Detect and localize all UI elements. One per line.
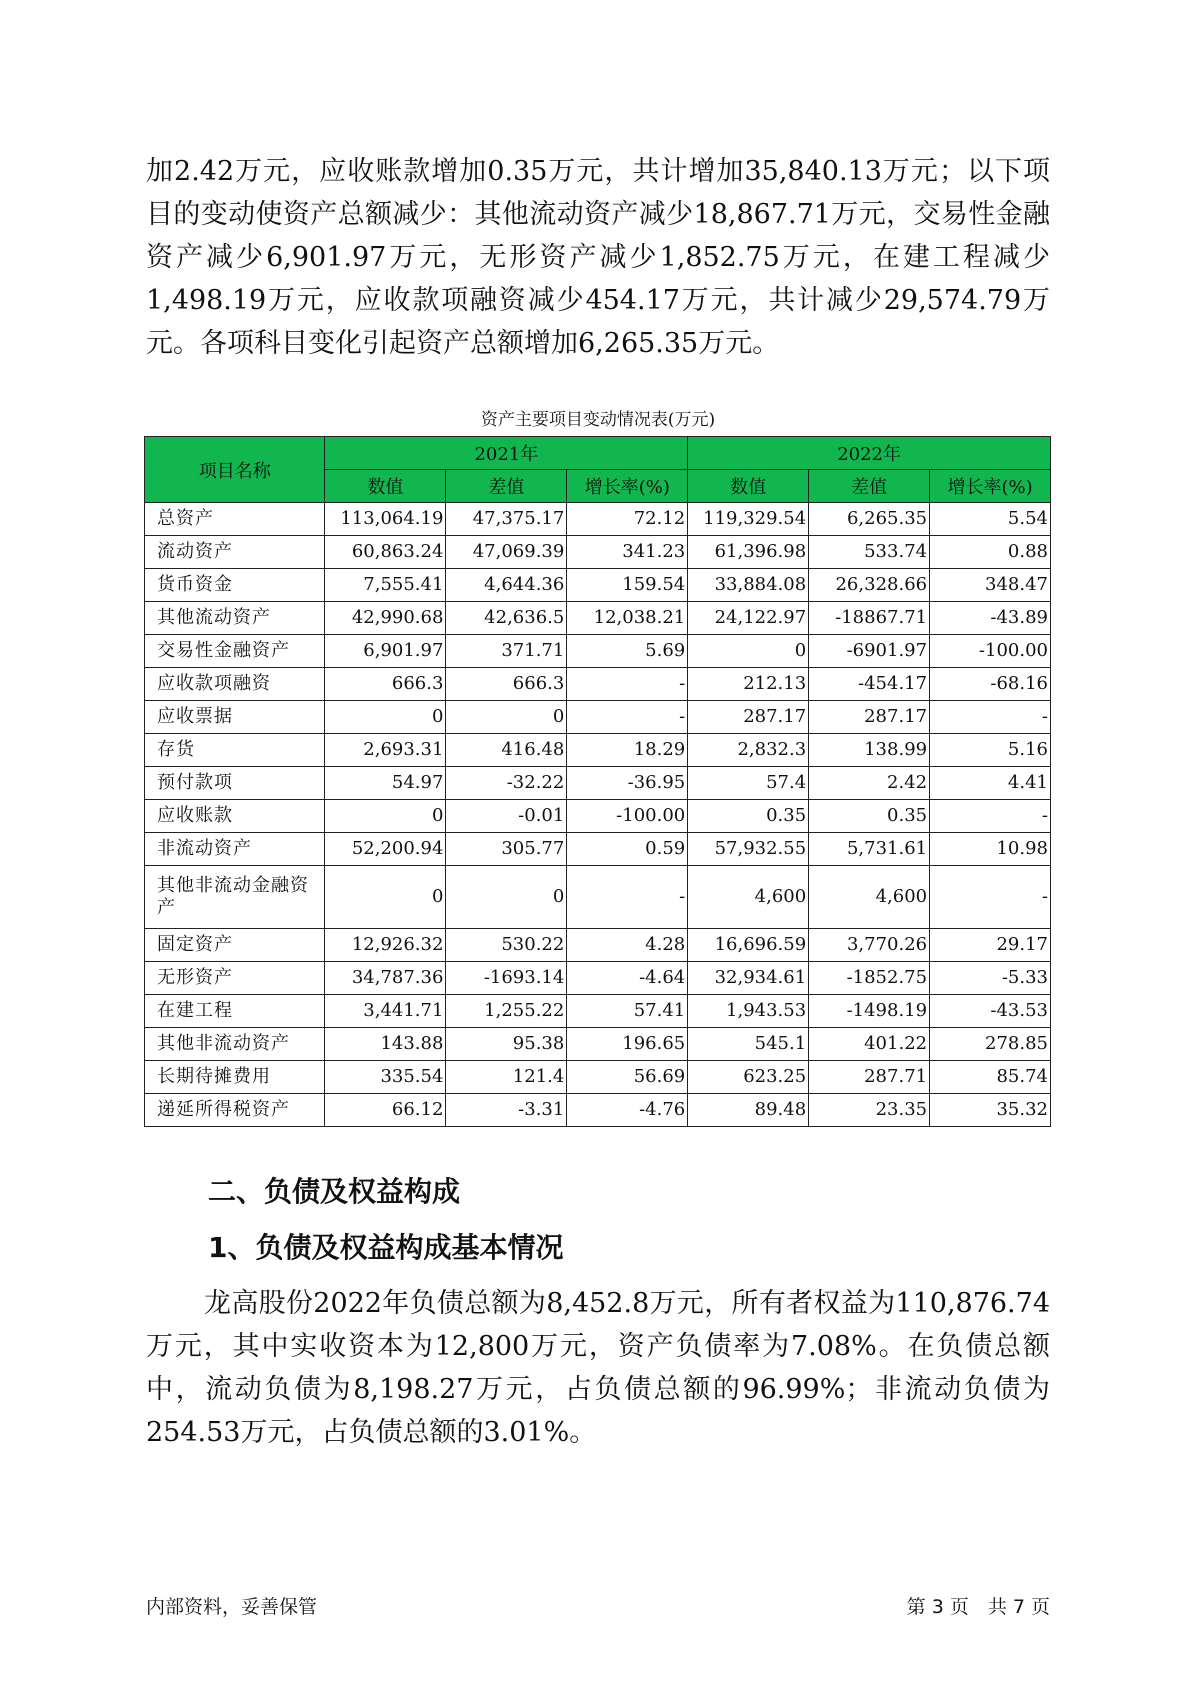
- row-value-cell: 0.88: [930, 536, 1051, 569]
- row-item-name: 应收账款: [145, 800, 325, 833]
- row-value-cell: 113,064.19: [325, 503, 446, 536]
- row-value-cell: 0.35: [809, 800, 930, 833]
- body-paragraph: 龙高股份2022年负债总额为8,452.8万元，所有者权益为110,876.74万元，其中实收资本为12,800万元，资产负债率为7.08%。在负债总额中，流动负债为8,198.27万元，占负债总额的96.99%；非流动负债为254.53万元，占负债总额的3.01%。: [146, 1288, 1050, 1448]
- row-value-cell: 2,693.31: [325, 734, 446, 767]
- row-value-cell: 371.71: [446, 635, 567, 668]
- row-value-cell: 4.28: [567, 929, 688, 962]
- row-value-cell: -0.01: [446, 800, 567, 833]
- row-item-name: 其他流动资产: [145, 602, 325, 635]
- row-item-name: 预付款项: [145, 767, 325, 800]
- row-value-cell: 6,901.97: [325, 635, 446, 668]
- row-value-cell: 52,200.94: [325, 833, 446, 866]
- row-item-name: 其他非流动金融资产: [145, 866, 325, 929]
- row-value-cell: 72.12: [567, 503, 688, 536]
- row-value-cell: 3,441.71: [325, 995, 446, 1028]
- row-value-cell: 5.69: [567, 635, 688, 668]
- row-value-cell: 6,265.35: [809, 503, 930, 536]
- row-value-cell: 54.97: [325, 767, 446, 800]
- row-value-cell: 26,328.66: [809, 569, 930, 602]
- row-value-cell: 3,770.26: [809, 929, 930, 962]
- row-value-cell: 12,038.21: [567, 602, 688, 635]
- row-value-cell: -4.64: [567, 962, 688, 995]
- row-value-cell: 5.16: [930, 734, 1051, 767]
- header-year-2021: 2021年: [325, 437, 688, 470]
- row-value-cell: 0.59: [567, 833, 688, 866]
- row-item-name: 在建工程: [145, 995, 325, 1028]
- row-value-cell: 2.42: [809, 767, 930, 800]
- row-item-name: 货币资金: [145, 569, 325, 602]
- table-row: [145, 800, 1051, 833]
- row-value-cell: 143.88: [325, 1028, 446, 1061]
- row-value-cell: 10.98: [930, 833, 1051, 866]
- row-value-cell: -: [567, 866, 688, 929]
- row-value-cell: 623.25: [688, 1061, 809, 1094]
- row-value-cell: -: [930, 701, 1051, 734]
- table-row: [145, 995, 1051, 1028]
- row-value-cell: 138.99: [809, 734, 930, 767]
- row-value-cell: -: [930, 800, 1051, 833]
- row-value-cell: -6901.97: [809, 635, 930, 668]
- row-item-name: 存货: [145, 734, 325, 767]
- table-row: [145, 833, 1051, 866]
- subheader-cell: 增长率(%): [930, 470, 1051, 503]
- row-value-cell: 4,600: [688, 866, 809, 929]
- row-value-cell: 95.38: [446, 1028, 567, 1061]
- row-value-cell: -4.76: [567, 1094, 688, 1127]
- row-value-cell: 159.54: [567, 569, 688, 602]
- row-value-cell: 121.4: [446, 1061, 567, 1094]
- row-value-cell: -: [567, 668, 688, 701]
- row-value-cell: 7,555.41: [325, 569, 446, 602]
- row-value-cell: -43.89: [930, 602, 1051, 635]
- row-value-cell: 0: [325, 800, 446, 833]
- row-item-name: 总资产: [145, 503, 325, 536]
- footer-page-number: 第 3 页 共 7 页: [906, 1596, 1050, 1618]
- row-value-cell: 47,069.39: [446, 536, 567, 569]
- subheader-cell: 差值: [446, 470, 567, 503]
- row-value-cell: 34,787.36: [325, 962, 446, 995]
- table-body: [145, 503, 1051, 1127]
- row-value-cell: 61,396.98: [688, 536, 809, 569]
- table-row: [145, 1061, 1051, 1094]
- row-value-cell: 533.74: [809, 536, 930, 569]
- row-value-cell: 0: [325, 701, 446, 734]
- row-value-cell: 0: [446, 701, 567, 734]
- row-value-cell: -36.95: [567, 767, 688, 800]
- row-value-cell: 60,863.24: [325, 536, 446, 569]
- row-value-cell: 666.3: [446, 668, 567, 701]
- row-value-cell: 4,600: [809, 866, 930, 929]
- row-value-cell: 287.17: [809, 701, 930, 734]
- row-value-cell: 5.54: [930, 503, 1051, 536]
- row-value-cell: 57.41: [567, 995, 688, 1028]
- row-value-cell: 33,884.08: [688, 569, 809, 602]
- table-row: [145, 962, 1051, 995]
- table-row: [145, 1028, 1051, 1061]
- row-value-cell: -32.22: [446, 767, 567, 800]
- row-value-cell: -: [567, 701, 688, 734]
- table-row: [145, 503, 1051, 536]
- row-value-cell: 4.41: [930, 767, 1051, 800]
- row-value-cell: -100.00: [930, 635, 1051, 668]
- subheader-cell: 差值: [809, 470, 930, 503]
- asset-change-table: [144, 436, 1051, 1127]
- row-value-cell: 1,255.22: [446, 995, 567, 1028]
- row-item-name: 长期待摊费用: [145, 1061, 325, 1094]
- row-value-cell: -454.17: [809, 668, 930, 701]
- row-value-cell: -5.33: [930, 962, 1051, 995]
- row-value-cell: -: [930, 866, 1051, 929]
- table-row: [145, 569, 1051, 602]
- subheader-cell: 增长率(%): [567, 470, 688, 503]
- table-row: [145, 602, 1051, 635]
- row-value-cell: 278.85: [930, 1028, 1051, 1061]
- row-value-cell: 32,934.61: [688, 962, 809, 995]
- table-caption: 资产主要项目变动情况表(万元): [480, 410, 716, 430]
- header-year-2022: 2022年: [688, 437, 1051, 470]
- row-value-cell: 24,122.97: [688, 602, 809, 635]
- table-row: [145, 767, 1051, 800]
- row-value-cell: 18.29: [567, 734, 688, 767]
- row-value-cell: 666.3: [325, 668, 446, 701]
- row-value-cell: 29.17: [930, 929, 1051, 962]
- table-row: [145, 929, 1051, 962]
- row-value-cell: 4,644.36: [446, 569, 567, 602]
- table-row: [145, 536, 1051, 569]
- row-value-cell: 305.77: [446, 833, 567, 866]
- row-value-cell: 85.74: [930, 1061, 1051, 1094]
- row-value-cell: 0: [688, 635, 809, 668]
- row-item-name: 固定资产: [145, 929, 325, 962]
- row-item-name: 应收款项融资: [145, 668, 325, 701]
- row-item-name: 其他非流动资产: [145, 1028, 325, 1061]
- row-value-cell: -68.16: [930, 668, 1051, 701]
- row-value-cell: 0: [446, 866, 567, 929]
- intro-paragraph: 加2.42万元，应收账款增加0.35万元，共计增加35,840.13万元；以下项目的变动使资产总额减少：其他流动资产减少18,867.71万元，交易性金融资产减少6,901.97万元，无形资产减少1,852.75万元，在建工程减少1,498.19万元，应收款项融资减少454.17万元，共计减少29,574.79万元。各项科目变化引起资产总额增加6,265.35万元。: [146, 156, 1050, 359]
- row-value-cell: 401.22: [809, 1028, 930, 1061]
- footer-confidential-note: 内部资料，妥善保管: [146, 1596, 318, 1618]
- table-row: [145, 1094, 1051, 1127]
- row-value-cell: 119,329.54: [688, 503, 809, 536]
- row-value-cell: -100.00: [567, 800, 688, 833]
- row-value-cell: 348.47: [930, 569, 1051, 602]
- table-row: [145, 701, 1051, 734]
- table-row: [145, 734, 1051, 767]
- row-value-cell: -43.53: [930, 995, 1051, 1028]
- row-value-cell: 16,696.59: [688, 929, 809, 962]
- row-value-cell: 42,990.68: [325, 602, 446, 635]
- row-value-cell: 416.48: [446, 734, 567, 767]
- row-value-cell: 335.54: [325, 1061, 446, 1094]
- row-value-cell: -3.31: [446, 1094, 567, 1127]
- row-value-cell: 1,943.53: [688, 995, 809, 1028]
- row-value-cell: 212.13: [688, 668, 809, 701]
- header-item-name: 项目名称: [145, 437, 325, 503]
- row-value-cell: 66.12: [325, 1094, 446, 1127]
- row-item-name: 流动资产: [145, 536, 325, 569]
- row-value-cell: 196.65: [567, 1028, 688, 1061]
- row-value-cell: 35.32: [930, 1094, 1051, 1127]
- row-item-name: 交易性金融资产: [145, 635, 325, 668]
- row-item-name: 递延所得税资产: [145, 1094, 325, 1127]
- row-value-cell: 57,932.55: [688, 833, 809, 866]
- row-value-cell: 287.71: [809, 1061, 930, 1094]
- row-value-cell: 57.4: [688, 767, 809, 800]
- row-value-cell: 12,926.32: [325, 929, 446, 962]
- row-item-name: 应收票据: [145, 701, 325, 734]
- row-item-name: 非流动资产: [145, 833, 325, 866]
- table-row: [145, 866, 1051, 929]
- row-value-cell: 530.22: [446, 929, 567, 962]
- row-value-cell: 545.1: [688, 1028, 809, 1061]
- row-value-cell: -1693.14: [446, 962, 567, 995]
- row-value-cell: -18867.71: [809, 602, 930, 635]
- row-value-cell: 287.17: [688, 701, 809, 734]
- row-value-cell: 0.35: [688, 800, 809, 833]
- table-row: [145, 668, 1051, 701]
- row-value-cell: 23.35: [809, 1094, 930, 1127]
- section-heading: 二、负债及权益构成: [208, 1175, 461, 1208]
- row-value-cell: 56.69: [567, 1061, 688, 1094]
- subheader-cell: 数值: [325, 470, 446, 503]
- row-value-cell: -1852.75: [809, 962, 930, 995]
- row-value-cell: 2,832.3: [688, 734, 809, 767]
- row-value-cell: 42,636.5: [446, 602, 567, 635]
- row-value-cell: -1498.19: [809, 995, 930, 1028]
- row-value-cell: 5,731.61: [809, 833, 930, 866]
- row-item-name: 无形资产: [145, 962, 325, 995]
- row-value-cell: 47,375.17: [446, 503, 567, 536]
- row-value-cell: 341.23: [567, 536, 688, 569]
- row-value-cell: 89.48: [688, 1094, 809, 1127]
- subsection-heading: 1、负债及权益构成基本情况: [208, 1231, 564, 1264]
- subheader-cell: 数值: [688, 470, 809, 503]
- row-value-cell: 0: [325, 866, 446, 929]
- table-row: [145, 635, 1051, 668]
